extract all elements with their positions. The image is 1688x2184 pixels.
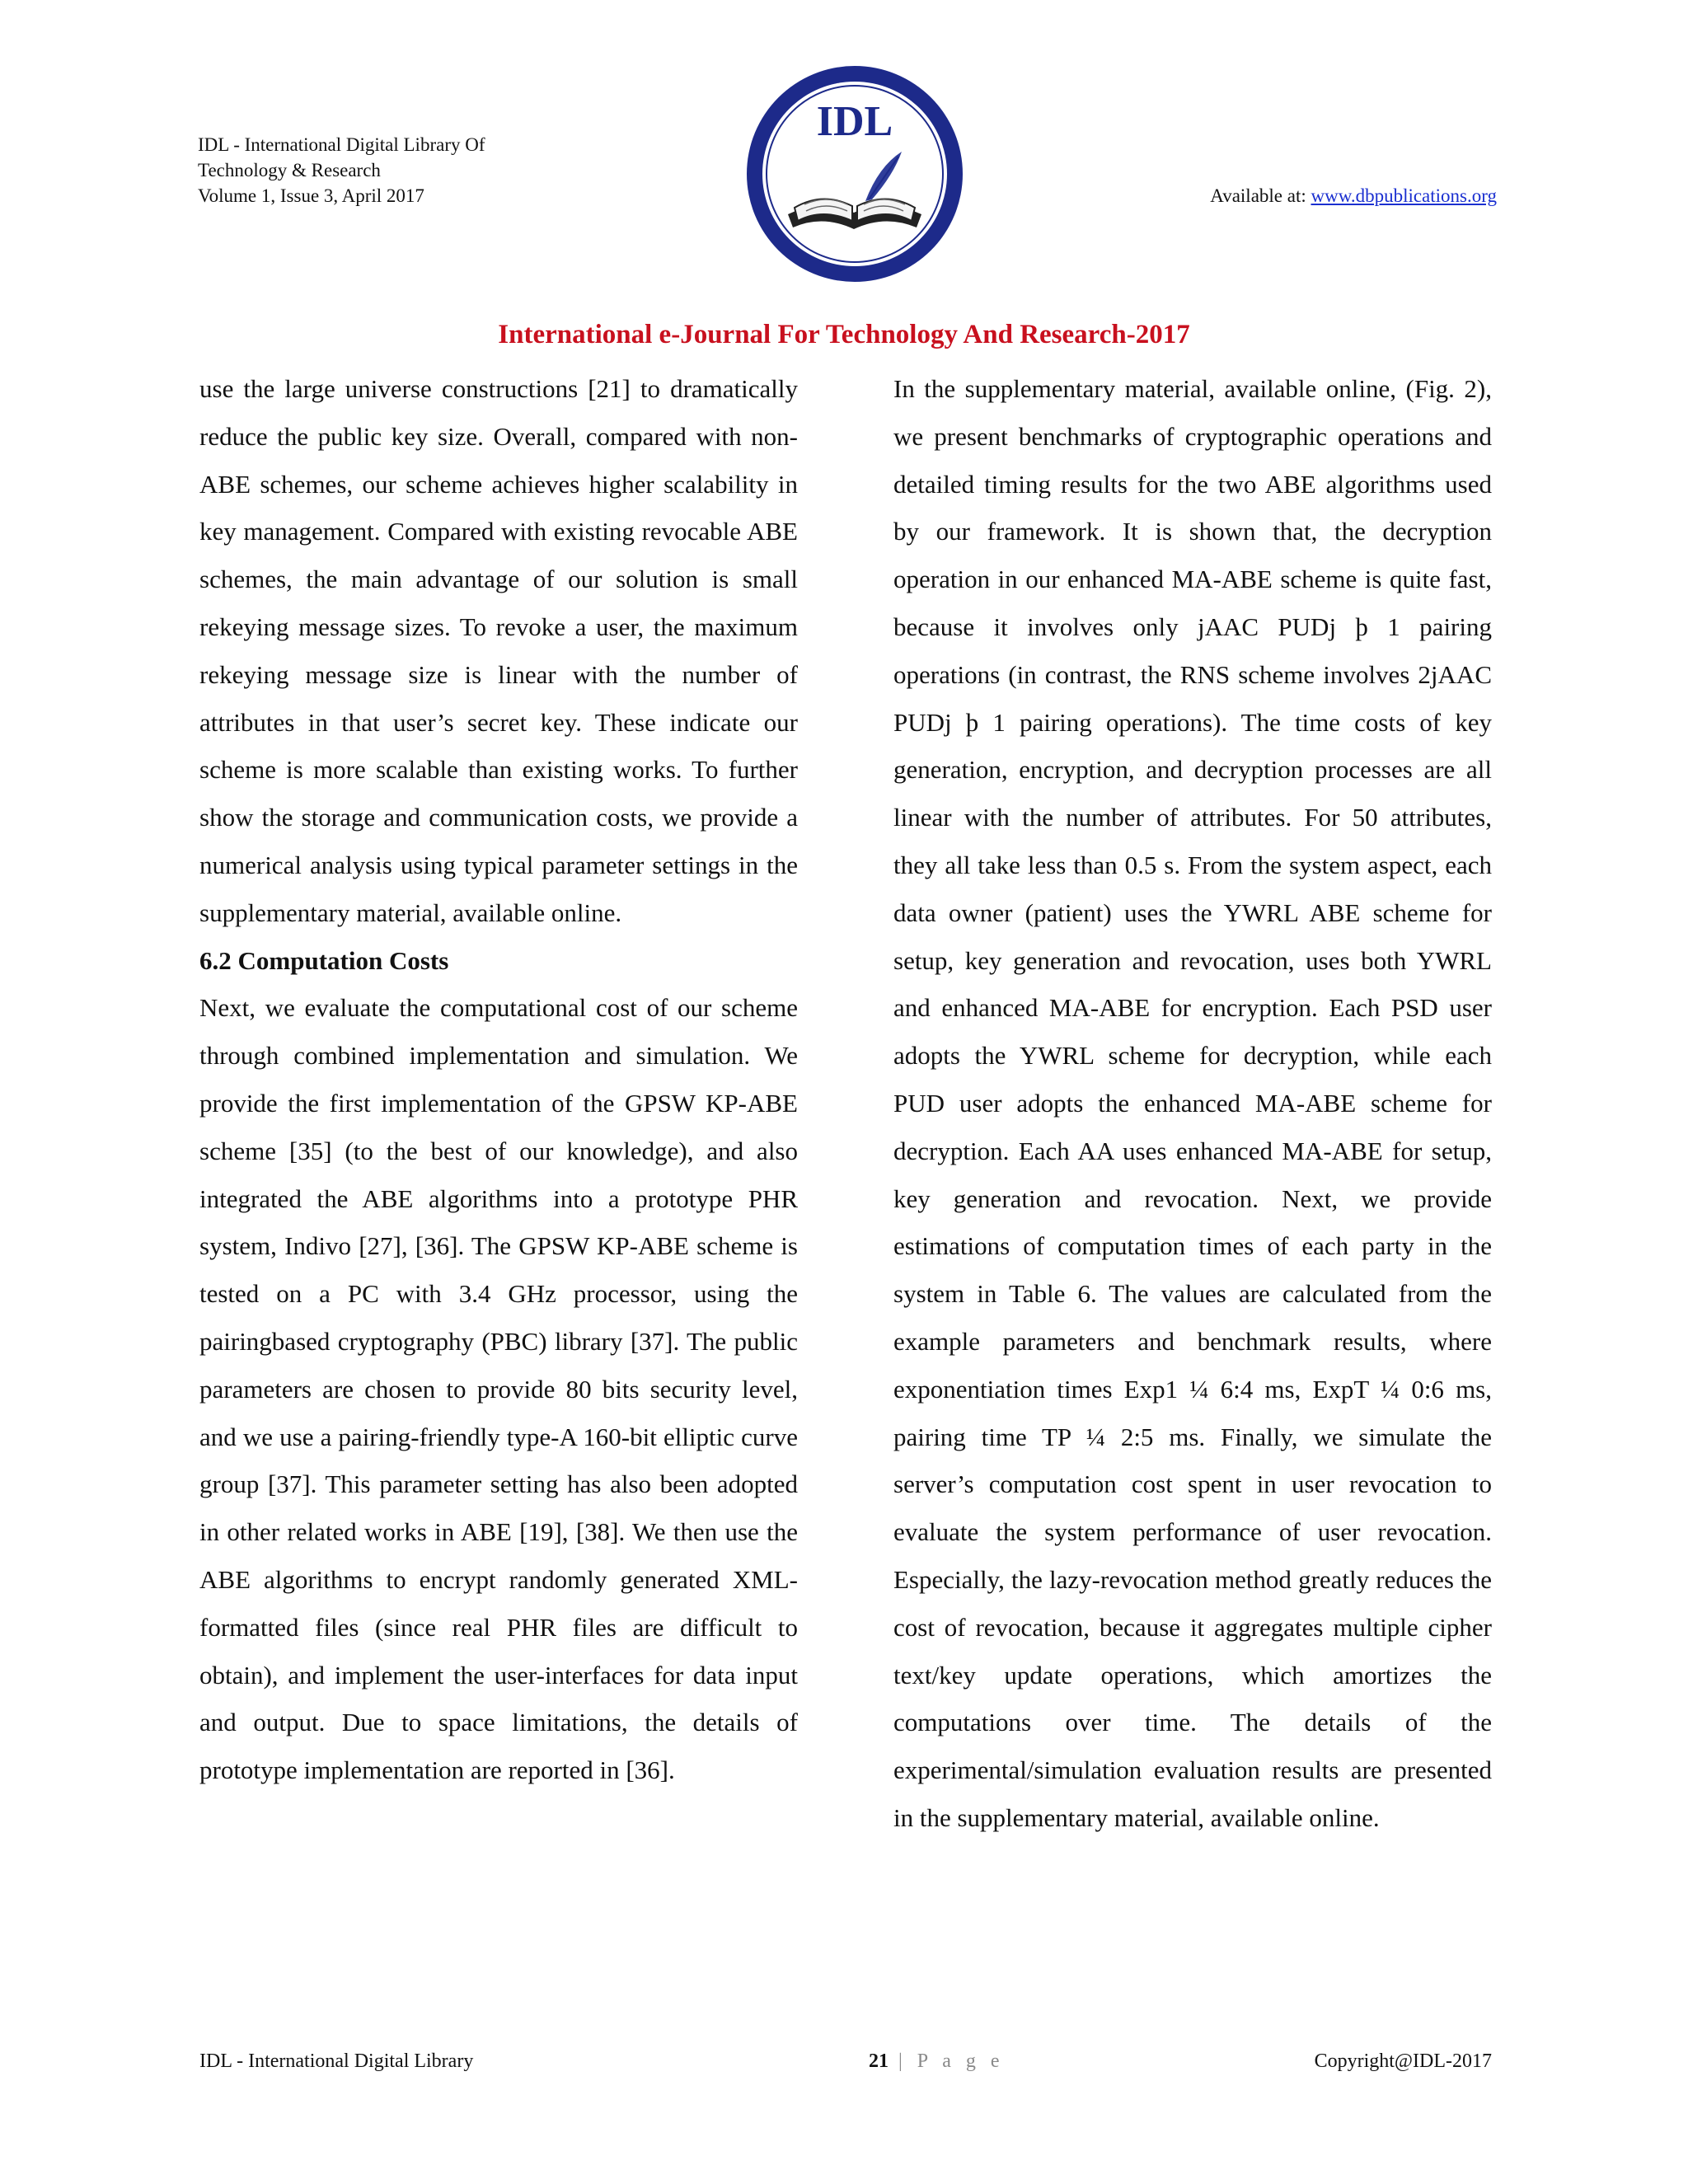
- available-label: Available at:: [1210, 185, 1311, 206]
- journal-title: International e-Journal For Technology And Research-2017: [498, 320, 1190, 349]
- left-column: [199, 365, 798, 1794]
- page-number: 21: [869, 2050, 889, 2072]
- publication-website-link[interactable]: www.dbpublications.org: [1311, 185, 1497, 206]
- logo-text: IDL: [816, 98, 893, 145]
- header-line-1: IDL - International Digital Library Of: [198, 134, 485, 155]
- section-heading: 6.2 Computation Costs: [199, 945, 449, 975]
- left-paragraph-2: Next, we evaluate the computational cost of our scheme through combined implementation and simulation. We provide the first implementation of the GPSW KP-ABE scheme [35] (to the best of our knowledge), and also integrated the ABE algorithms into a prototype PHR system, Indivo [27], [36]. The GPSW KP-ABE scheme is tested on a PC with 3.4 GHz processor, using the pairingbased cryptography (PBC) library [37]. The public parameters are chosen to provide 80 bits security level, and we use a pairing-friendly type-A 160-bit elliptic curve group [37]. This parameter setting has also been adopted in other related works in ABE [19], [38]. We then use the ABE algorithms to encrypt randomly generated XML-formatted files (since real PHR files are difficult to obtain), and implement the user-interfaces for data input and output. Due to space limitations, the details of prototype implementation are reported in [36].: [199, 993, 798, 1785]
- right-paragraph-1: In the supplementary material, available online, (Fig. 2), we present benchmarks of cryptographic operations and detailed timing results for the two ABE algorithms used by our framework. It is shown that, the decryption operation in our enhanced MA-ABE scheme is quite fast, because it involves only jAAC PUDj þ 1 pairing operations (in contrast, the RNS scheme involves 2jAAC PUDj þ 1 pairing operations). The time costs of key generation, encryption, and decryption processes are all linear with the number of attributes. For 50 attributes, they all take less than 0.5 s. From the system aspect, each data owner (patient) uses the YWRL ABE scheme for setup, key generation and revocation, uses both YWRL and enhanced MA-ABE for encryption. Each PSD user adopts the YWRL scheme for decryption, while each PUD user adopts the enhanced MA-ABE scheme for decryption. Each AA uses enhanced MA-ABE for setup, key generation and revocation. Next, we provide estimations of computation times of each party in the system in Table 6. The values are calculated from the example parameters and benchmark results, where exponentiation times Exp1 ¼ 6:4 ms, ExpT ¼ 0:6 ms, pairing time TP ¼ 2:5 ms. Finally, we simulate the server’s computation cost spent in user revocation to evaluate the system performance of user revocation. Especially, the lazy-revocation method greatly reduces the cost of revocation, because it aggregates multiple cipher text/key update operations, which amortizes the computations over time. The details of the experimental/simulation evaluation results are presented in the supplementary material, available online.: [893, 374, 1492, 1832]
- left-paragraph-1: use the large universe constructions [21] to dramatically reduce the public key size. Overall, compared with non-ABE schemes, our scheme achieves higher scalability in key management. Compared with existing revocable ABE schemes, the main advantage of our solution is small rekeying message sizes. To revoke a user, the maximum rekeying message size is linear with the number of attributes in that user’s secret key. These indicate our scheme is more scalable than existing works. To further show the storage and communication costs, we provide a numerical analysis using typical parameter settings in the supplementary material, available online.: [199, 374, 798, 927]
- footer-library-name: IDL - International Digital Library: [199, 2050, 474, 2072]
- right-column: [893, 365, 1492, 1842]
- header-line-3: Volume 1, Issue 3, April 2017: [198, 185, 424, 206]
- footer-copyright: Copyright@IDL-2017: [1314, 2050, 1492, 2072]
- idl-logo: [740, 59, 969, 288]
- footer-page-indicator: [869, 2050, 1005, 2073]
- availability-info: [1210, 183, 1497, 209]
- header-line-2: Technology & Research: [198, 160, 381, 180]
- page-label: | P a g e: [889, 2050, 1005, 2072]
- journal-header-info: [198, 132, 659, 209]
